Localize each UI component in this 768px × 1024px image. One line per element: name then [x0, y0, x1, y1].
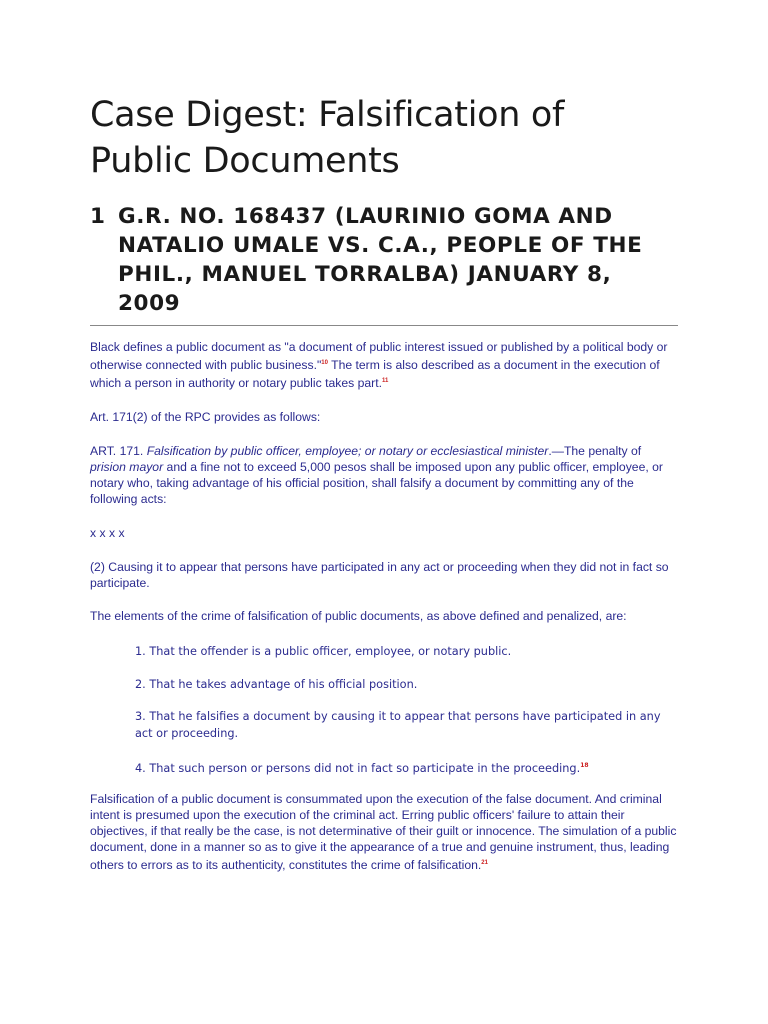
- page-title: [90, 92, 680, 184]
- paragraph-definition: Black defines a public document as "a document of public interest issued or published by a political body or otherwise connected with public business."$^{10}$ The term is also described as a document in the execution of which a person in authority or notary public takes part.$^{11}$: [90, 340, 668, 391]
- footnote-link-11[interactable]: 11: [381, 378, 389, 385]
- document-page: [90, 92, 680, 873]
- list-item: 4. That such person or persons did not in fact so participate in the proceeding.$^{18}$: [135, 761, 589, 775]
- paragraph-consummation: Falsification of a public document is consummated upon the execution of the false document. And criminal intent is presumed upon the execution of the criminal act. Erring public officers' failure to attain their objectives, if that really be the case, is not determinative of their guilt or innocence. The simulation of a public document, done in a manner so as to give it the appearance of a true and genuine instrument, thus, leading others to errors as to its authenticity, constitutes the crime of falsification.$^{21}$: [90, 792, 677, 873]
- list-item: 3. That he falsifies a document by causing it to appear that persons have participated in any act or proceeding.: [135, 710, 661, 740]
- footnote-link-21[interactable]: 21: [481, 860, 488, 867]
- footnote-link-18[interactable]: 18: [580, 762, 589, 770]
- list-item: 2. That he takes advantage of his official position.: [135, 677, 418, 691]
- section-heading: [90, 202, 680, 318]
- elements-list: [90, 644, 680, 777]
- paragraph-causing: (2) Causing it to appear that persons have participated in any act or proceeding when they did not in fact so participate.: [90, 560, 669, 591]
- section-heading-text: G.R. NO. 168437 (LAURINIO GOMA AND NATALIO UMALE VS. C.A., PEOPLE OF THE PHIL., MANUEL TORRALBA) JANUARY 8, 2009: [118, 204, 643, 316]
- section-number: 1: [90, 204, 106, 229]
- paragraph-article-text: ART. 171. Falsification by public officer, employee; or notary or ecclesiastical minister.—The penalty of prision mayor and a fine not to exceed 5,000 pesos shall be imposed upon any public officer, employee, or notary who, taking advantage of his official position, shall falsify a document by committing any of the following acts:: [90, 444, 663, 507]
- title-line-2: Public Documents: [90, 141, 400, 181]
- paragraph-article-intro: Art. 171(2) of the RPC provides as follows:: [90, 410, 321, 425]
- list-item: 1. That the offender is a public officer, employee, or notary public.: [135, 645, 512, 659]
- document-body: [90, 339, 680, 873]
- paragraph-omission: x x x x: [90, 526, 125, 541]
- paragraph-elements-intro: The elements of the crime of falsification of public documents, as above defined and penalized, are:: [90, 609, 627, 624]
- footnote-link-10[interactable]: 10: [321, 360, 328, 366]
- heading-divider: [90, 325, 678, 326]
- title-line-1: Case Digest: Falsification of: [90, 95, 565, 135]
